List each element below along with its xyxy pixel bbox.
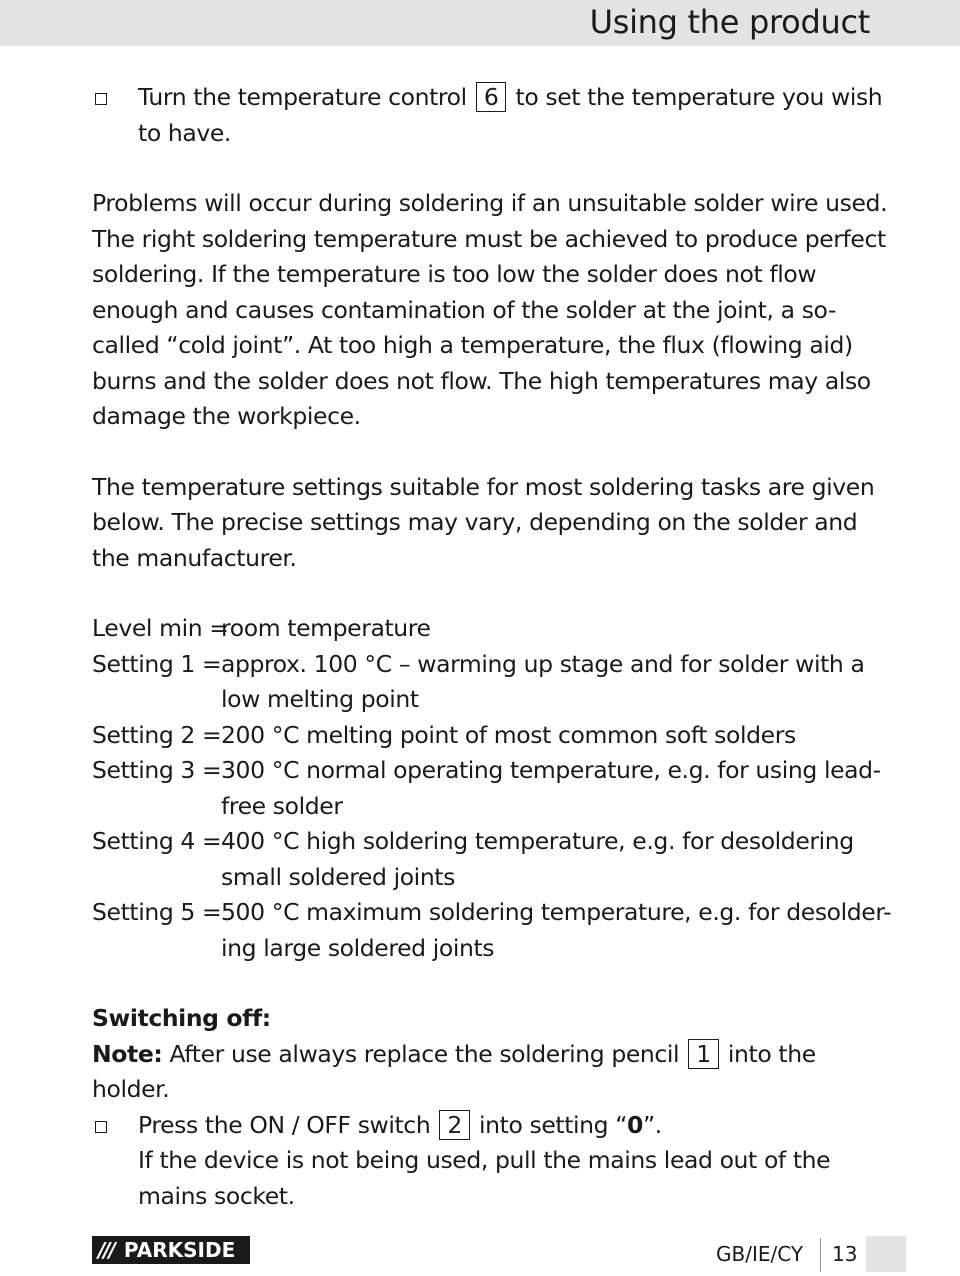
logo-text: PARKSIDE <box>123 1238 236 1262</box>
switching-off-heading: Switching off: <box>92 1004 271 1032</box>
note-text-after: into the holder. <box>92 1039 816 1103</box>
footer-divider <box>820 1238 821 1272</box>
setting-row <box>92 718 892 754</box>
setting-label: Setting 2 = <box>92 720 229 749</box>
step-text-line2: If the device is not being used, pull the mains lead out of the mains socket. <box>138 1146 831 1210</box>
setting-description: approx. 100 °C – warming up stage and for solder with a low melting point <box>221 649 865 713</box>
note-line <box>92 1037 892 1108</box>
reference-number-box: 1 <box>688 1039 719 1069</box>
soldering-problems-paragraph: Problems will occur during soldering if an unsuitable solder wire used. The right soldering temperature must be achieved to produce perfect soldering. If the temperature is too low the solder does not flow enough and causes contamination of the solder at the joint, a so-called “cold joint”. At too high a temperature, the flux (flowing aid) burns and the solder does not flow. The high temperatures may also damage the workpiece. <box>92 189 888 430</box>
setting-label: Level min = <box>92 614 236 642</box>
page-content <box>92 80 892 1214</box>
note-label: Note: <box>92 1039 163 1068</box>
setting-row <box>92 647 892 718</box>
setting-zero: 0 <box>627 1110 643 1139</box>
step-temperature-control <box>92 80 892 151</box>
setting-row <box>92 895 892 966</box>
step-text-middle: into setting “ <box>479 1110 628 1139</box>
checkbox-bullet-icon <box>95 1121 107 1133</box>
setting-label: Setting 1 = <box>92 649 229 678</box>
header-bar <box>0 0 960 46</box>
page-number: 13 <box>832 1242 858 1266</box>
settings-list <box>92 611 892 966</box>
step-text-after: to set the temperature you wish to have. <box>138 83 883 147</box>
setting-description: 500 °C maximum soldering temperature, e.g. for desolder-ing large soldered joints <box>221 898 892 962</box>
step-text-before: Press the ON / OFF switch <box>138 1110 431 1139</box>
setting-label: Setting 4 = <box>92 827 229 855</box>
setting-row <box>92 824 892 895</box>
setting-description: 400 °C high soldering temperature, e.g. for desoldering small soldered joints <box>221 827 854 891</box>
step-text-after: ”. <box>642 1110 662 1139</box>
step-switch-off <box>92 1108 892 1215</box>
setting-label: Setting 5 = <box>92 898 229 926</box>
setting-label: Setting 3 = <box>92 756 229 784</box>
setting-description: room temperature <box>221 614 431 642</box>
setting-description: 300 °C normal operating temperature, e.g. for using lead-free solder <box>221 756 881 820</box>
setting-description: 200 °C melting point of most common soft solders <box>221 720 796 749</box>
page-title: Using the product <box>589 3 870 41</box>
logo-slashes: /// <box>98 1238 114 1262</box>
temperature-settings-intro: The temperature settings suitable for most soldering tasks are given below. The precise settings may vary, depending on the solder and the manufacturer. <box>92 472 875 572</box>
footer-tab-block <box>866 1236 906 1272</box>
setting-row <box>92 611 892 647</box>
step-text-before: Turn the temperature control <box>138 83 467 111</box>
footer-region: GB/IE/CY <box>716 1242 804 1266</box>
parkside-logo <box>92 1236 250 1264</box>
reference-number-box: 2 <box>439 1110 470 1140</box>
reference-number-box: 6 <box>476 82 507 112</box>
checkbox-bullet-icon <box>95 93 107 105</box>
note-text-before: After use always replace the soldering pencil <box>169 1039 680 1068</box>
setting-row <box>92 753 892 824</box>
